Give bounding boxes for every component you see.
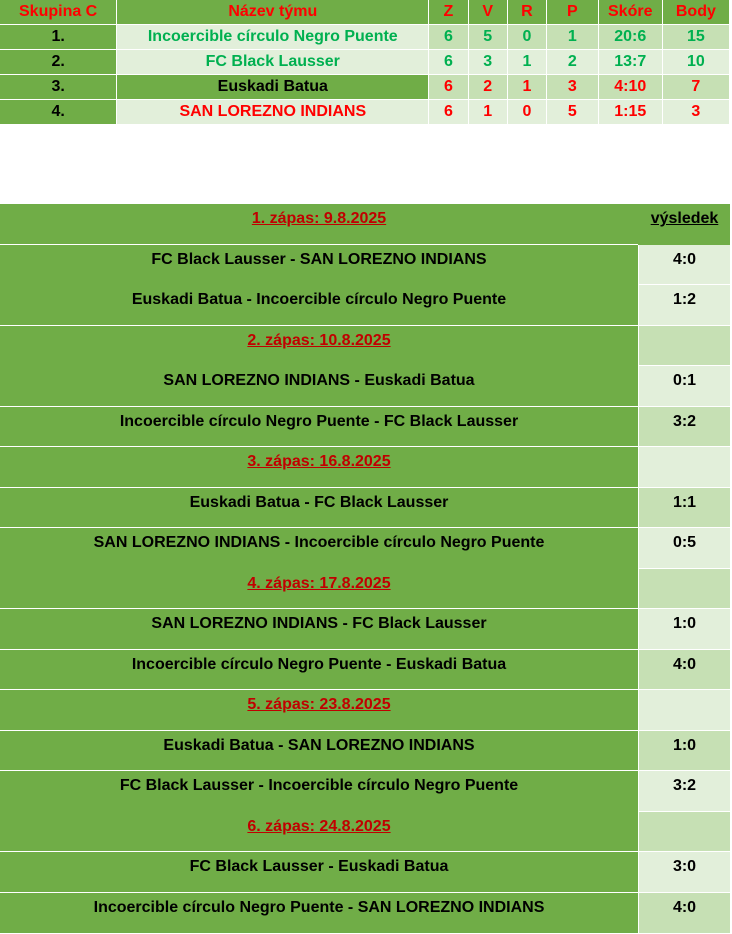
match-row: [0, 488, 730, 529]
played: 6: [429, 100, 468, 125]
match-row: [0, 731, 730, 772]
score: 13:7: [598, 50, 662, 75]
played: 6: [429, 75, 468, 100]
match-teams: SAN LOREZNO INDIANS - Incoercible círculo Negro Puente: [93, 534, 545, 551]
losses: 1: [547, 25, 599, 50]
match-result: 1:0: [672, 736, 697, 754]
score: 4:10: [598, 75, 662, 100]
match-teams: Incoercible círculo Negro Puente - Euskadi Batua: [131, 655, 507, 673]
header-losses: P: [547, 0, 599, 25]
match-row: [0, 407, 730, 448]
position: 4.: [0, 100, 117, 125]
round-header: [0, 326, 730, 367]
standings-row: [0, 100, 730, 125]
round-header: [0, 812, 730, 853]
round-title: 2. zápas: 10.8.2025: [247, 331, 391, 349]
draws: 1: [507, 75, 546, 100]
match-result: 3:0: [672, 858, 697, 875]
match-row: [0, 366, 730, 407]
match-result: 3:2: [672, 412, 697, 430]
header-group: Skupina C: [0, 0, 117, 25]
position: 3.: [0, 75, 117, 100]
score: 1:15: [598, 100, 662, 125]
team-name: SAN LOREZNO INDIANS: [117, 100, 429, 125]
match-teams: FC Black Lausser - SAN LOREZNO INDIANS: [151, 250, 487, 268]
draws: 1: [507, 50, 546, 75]
round-title: 4. zápas: 17.8.2025: [247, 574, 391, 592]
wins: 2: [468, 75, 507, 100]
round-title: 1. zápas: 9.8.2025: [251, 210, 387, 227]
standings-row: [0, 50, 730, 75]
losses: 5: [547, 100, 599, 125]
round-title: 6. zápas: 24.8.2025: [247, 817, 391, 835]
match-result: 1:1: [672, 493, 697, 511]
result-column-header: výsledek: [650, 210, 719, 227]
wins: 1: [468, 100, 507, 125]
match-row: [0, 528, 730, 569]
score: 20:6: [598, 25, 662, 50]
losses: 3: [547, 75, 599, 100]
round-header: [0, 447, 730, 488]
match-schedule: [0, 204, 730, 933]
match-row: [0, 609, 730, 650]
match-result: 4:0: [672, 898, 697, 916]
draws: 0: [507, 100, 546, 125]
header-wins: V: [468, 0, 507, 25]
header-score: Skóre: [598, 0, 662, 25]
header-points: Body: [662, 0, 729, 25]
position: 2.: [0, 50, 117, 75]
draws: 0: [507, 25, 546, 50]
team-name: Euskadi Batua: [117, 75, 429, 100]
match-row: [0, 650, 730, 691]
match-teams: FC Black Lausser - Euskadi Batua: [189, 858, 449, 875]
standings-header-row: [0, 0, 730, 25]
match-row: [0, 245, 730, 286]
played: 6: [429, 25, 468, 50]
round-title: 5. zápas: 23.8.2025: [247, 696, 391, 713]
match-result: 4:0: [672, 655, 697, 673]
standings-table: [0, 0, 730, 125]
round-header: [0, 569, 730, 610]
wins: 5: [468, 25, 507, 50]
points: 3: [662, 100, 729, 125]
team-name: FC Black Lausser: [117, 50, 429, 75]
match-teams: Euskadi Batua - Incoercible círculo Negro Puente: [131, 291, 507, 308]
match-row: [0, 852, 730, 893]
match-result: 4:0: [672, 250, 697, 268]
match-row: [0, 893, 730, 934]
match-row: [0, 285, 730, 326]
match-row: [0, 771, 730, 812]
match-result: 0:5: [672, 534, 697, 551]
match-teams: Euskadi Batua - FC Black Lausser: [189, 493, 449, 511]
points: 7: [662, 75, 729, 100]
match-teams: FC Black Lausser - Incoercible círculo Negro Puente: [119, 777, 519, 794]
team-name: Incoercible círculo Negro Puente: [117, 25, 429, 50]
points: 10: [662, 50, 729, 75]
header-team: Název týmu: [117, 0, 429, 25]
round-title: 3. zápas: 16.8.2025: [247, 453, 391, 470]
losses: 2: [547, 50, 599, 75]
round-header: [0, 690, 730, 731]
match-teams: Euskadi Batua - SAN LOREZNO INDIANS: [163, 736, 475, 754]
match-teams: Incoercible círculo Negro Puente - FC Black Lausser: [119, 412, 519, 430]
played: 6: [429, 50, 468, 75]
round-header: [0, 204, 730, 245]
standings-row: [0, 25, 730, 50]
position: 1.: [0, 25, 117, 50]
wins: 3: [468, 50, 507, 75]
match-teams: Incoercible círculo Negro Puente - SAN LOREZNO INDIANS: [93, 898, 545, 916]
match-teams: SAN LOREZNO INDIANS - Euskadi Batua: [163, 372, 475, 389]
match-teams: SAN LOREZNO INDIANS - FC Black Lausser: [151, 615, 487, 632]
standings-row: [0, 75, 730, 100]
match-result: 1:2: [672, 291, 697, 308]
header-played: Z: [429, 0, 468, 25]
match-result: 0:1: [672, 372, 697, 389]
points: 15: [662, 25, 729, 50]
match-result: 3:2: [672, 777, 697, 794]
match-result: 1:0: [672, 615, 697, 632]
header-draws: R: [507, 0, 546, 25]
